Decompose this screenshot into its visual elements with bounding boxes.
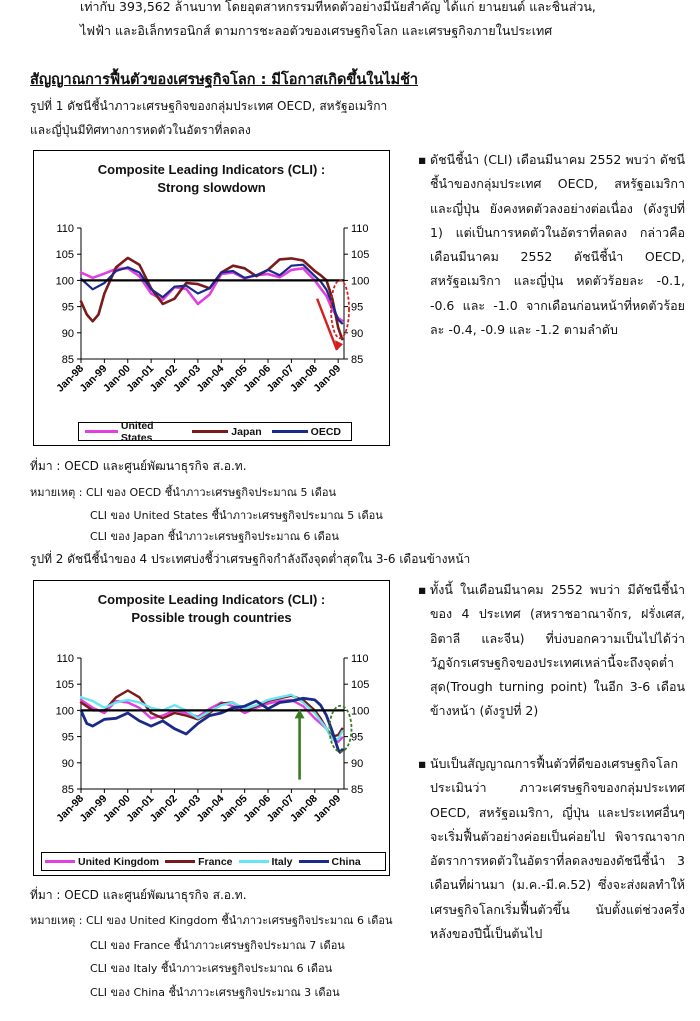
figure1-note-1: หมายเหตุ : CLI ของ OECD ชี้นำภาวะเศรษฐกิจประมาณ 5 เดือน <box>30 486 336 499</box>
y-tick-label-right: 85 <box>351 354 364 366</box>
x-tick-label: Jan-99 <box>77 362 110 395</box>
figure2-bullet-2-text: นับเป็นสัญญาณการฟื้นตัวที่ดีของเศรษฐกิจโลก ประเมินว่า ภาวะเศรษฐกิจของกลุ่มประเทศ OECD, สหรัฐอเมริกา, ญี่ปุ่น และประเทศอื่นๆ จะเริ่มฟื้นตัวอย่างค่อยเป็นค่อยไป พิจารณาจากอัตราการหดตัวในอัตราที่ลดลงของดัชนีชี้นำ 3 เดือนที่ผ่านมา (ม.ค.-มี.ค.52) ซึ่งจะส่งผลทำให้เศรษฐกิจโลกเริ่มฟื้นตัวขึ้น นับตั้งแต่ช่วงครึ่งหลังของปีนี้เป็นต้นไป <box>430 756 685 942</box>
series-line-0 <box>81 700 342 742</box>
x-tick-label: Jan-09 <box>311 362 344 395</box>
chart-2-plot <box>34 581 389 875</box>
y-tick-label-right: 110 <box>351 223 369 235</box>
y-tick-label-left: 110 <box>56 223 74 235</box>
legend-item-japan <box>192 426 261 438</box>
x-tick-label: Jan-98 <box>54 362 87 395</box>
legend-item-oecd <box>272 426 341 438</box>
legend-label-france: France <box>198 855 233 868</box>
series-line-2 <box>81 265 342 324</box>
legend-swatch-uk <box>45 860 75 863</box>
chart-1-legend <box>78 419 352 444</box>
figure2-bullet-1 <box>418 578 685 724</box>
x-tick-label: Jan-04 <box>194 362 227 395</box>
figure1-bullet-text: ดัชนีชี้นำ (CLI) เดือนมีนาคม 2552 พบว่า ดัชนีชี้นำของกลุ่มประเทศ OECD, สหรัฐอเมริกา และญี่ปุ่น ยังคงหดตัวลงอย่างต่อเนื่อง (ดังรูปที่ 1) แต่เป็นการหดตัวในอัตราที่ลดลง กล่าวคือ เดือนมีนาคม 2552 ดัชนีชี้นำ OECD, สหรัฐอเมริกา และญี่ปุ่น หดตัวร้อยละ -0.1, -0.6 และ -1.0 จากเดือนก่อนหน้าที่หดตัวร้อยละ -0.4, -0.9 และ -1.2 ตามลำดับ <box>430 152 685 338</box>
figure1-caption-line1: รูปที่ 1 ดัชนีชี้นำภาวะเศรษฐกิจของกลุ่มประเทศ OECD, สหรัฐอเมริกา <box>30 99 388 113</box>
legend-swatch-italy <box>239 860 269 863</box>
legend-label-oecd: OECD <box>310 425 341 438</box>
x-tick-label: Jan-03 <box>170 362 204 395</box>
y-tick-label-left: 85 <box>61 784 74 796</box>
y-tick-label-right: 100 <box>351 705 370 718</box>
figure1-note-3: CLI ของ Japan ชี้นำภาวะเศรษฐกิจประมาณ 6 เดือน <box>90 530 339 543</box>
figure2-note-3: CLI ของ Italy ชี้นำภาวะเศรษฐกิจประมาณ 6 เดือน <box>90 962 333 975</box>
legend-item-uk <box>45 856 159 868</box>
legend-swatch-china <box>299 860 329 863</box>
figure2-note-1: หมายเหตุ : CLI ของ United Kingdom ชี้นำภาวะเศรษฐกิจประมาณ 6 เดือน <box>30 914 393 927</box>
y-tick-label-left: 85 <box>61 354 74 366</box>
legend-swatch-us <box>85 430 118 433</box>
figure1-note-2: CLI ของ United States ชี้นำภาวะเศรษฐกิจประมาณ 5 เดือน <box>90 509 383 522</box>
figure2-bullet-1-text: ทั้งนี้ ในเดือนมีนาคม 2552 พบว่า มีดัชนีชี้นำของ 4 ประเทศ (สหราชอาณาจักร, ฝรั่งเศส, อิตาลี และจีน) ที่บ่งบอกความเป็นไปได้ว่าวัฏจักรเศรษฐกิจของประเทศเหล่านี้จะถึงจุดต่ำสุด(Trough turning point) ในอีก 3-6 เดือนข้างหน้า (ดังรูปที่ 2) <box>430 582 685 719</box>
y-tick-label-right: 90 <box>351 757 364 770</box>
y-tick-label-right: 100 <box>351 275 370 288</box>
figure1-caption-line2: และญี่ปุ่นมีทิศทางการหดตัวในอัตราที่ลดลง <box>30 123 251 137</box>
x-tick-label: Jan-08 <box>287 362 320 395</box>
figure2-source: ที่มา : OECD และศูนย์พัฒนาธุรกิจ ส.อ.ท. <box>30 888 247 902</box>
intro-line-1: เท่ากับ 393,562 ล้านบาท โดยอุตสาหกรรมที่หดตัวอย่างมีนัยสำคัญ ได้แก่ ยานยนต์ และชิ้นส่วน, <box>80 0 596 14</box>
x-tick-label: Jan-03 <box>170 792 204 825</box>
chart-1-title: Composite Leading Indicators (CLI) : <box>97 162 326 177</box>
y-tick-label-left: 90 <box>61 327 74 340</box>
legend-item-us <box>85 420 182 444</box>
x-tick-label: Jan-00 <box>100 362 133 395</box>
figure2-note-2: CLI ของ France ชี้นำภาวะเศรษฐกิจประมาณ 7 เดือน <box>90 939 345 952</box>
x-tick-label: Jan-01 <box>124 792 157 825</box>
y-tick-label-left: 100 <box>55 705 74 718</box>
chart-1-frame <box>33 150 390 446</box>
legend-label-japan: Japan <box>231 425 262 438</box>
figure2-note-4: CLI ของ China ชี้นำภาวะเศรษฐกิจประมาณ 3 เดือน <box>90 986 340 999</box>
x-tick-label: Jan-05 <box>217 792 250 825</box>
x-tick-label: Jan-09 <box>311 792 344 825</box>
y-tick-label-left: 90 <box>61 757 74 770</box>
y-tick-label-left: 95 <box>61 301 74 314</box>
x-tick-label: Jan-99 <box>77 792 110 825</box>
y-tick-label-right: 85 <box>351 784 364 796</box>
legend-swatch-france <box>165 860 195 863</box>
legend-label-us: United States <box>120 419 154 444</box>
x-tick-label: Jan-08 <box>287 792 320 825</box>
bullet-square-icon: ▪ <box>418 756 427 771</box>
x-tick-label: Jan-00 <box>100 792 133 825</box>
legend-item-china <box>299 856 361 868</box>
legend-label-italy: Italy <box>271 855 293 868</box>
chart-2-legend <box>41 852 386 871</box>
y-tick-label-right: 105 <box>351 249 370 262</box>
figure1-bullet <box>418 148 685 342</box>
bullet-square-icon: ▪ <box>418 582 427 597</box>
x-tick-label: Jan-06 <box>241 362 274 395</box>
y-tick-label-right: 95 <box>351 731 364 744</box>
y-tick-label-right: 95 <box>351 301 364 314</box>
chart-2-title: Composite Leading Indicators (CLI) : <box>97 592 326 607</box>
section-heading: สัญญาณการฟื้นตัวของเศรษฐกิจโลก : มีโอกาสเกิดขึ้นในไม่ช้า <box>30 72 419 88</box>
y-tick-label-left: 100 <box>55 275 74 288</box>
chart-2-subtitle: Possible trough countries <box>131 610 292 625</box>
figure2-bullet-2 <box>418 752 685 946</box>
figure2-caption: รูปที่ 2 ดัชนีชี้นำของ 4 ประเทศบ่งชี้ว่าเศรษฐกิจกำลังถึงจุดต่ำสุดใน 3-6 เดือนข้างหน้า <box>30 552 471 566</box>
x-tick-label: Jan-07 <box>264 362 297 395</box>
legend-item-france <box>165 856 232 868</box>
x-tick-label: Jan-06 <box>241 792 274 825</box>
y-tick-label-left: 105 <box>55 679 74 692</box>
legend-item-italy <box>239 856 293 868</box>
bullet-square-icon: ▪ <box>418 152 427 167</box>
x-tick-label: Jan-02 <box>147 792 180 825</box>
y-tick-label-left: 110 <box>56 653 74 665</box>
y-tick-label-right: 110 <box>351 653 369 665</box>
x-tick-label: Jan-98 <box>54 792 87 825</box>
legend-swatch-japan <box>192 430 228 433</box>
chart-2-frame <box>33 580 390 876</box>
chart-1-plot <box>34 151 389 445</box>
x-tick-label: Jan-05 <box>217 362 250 395</box>
y-tick-label-right: 105 <box>351 679 370 692</box>
series-line-0 <box>81 268 342 320</box>
x-tick-label: Jan-07 <box>264 792 297 825</box>
legend-label-uk: United Kingdom <box>78 855 160 868</box>
x-tick-label: Jan-02 <box>147 362 180 395</box>
legend-label-china: China <box>331 855 361 868</box>
legend-swatch-oecd <box>272 430 308 433</box>
y-tick-label-right: 90 <box>351 327 364 340</box>
y-tick-label-left: 105 <box>55 249 74 262</box>
x-tick-label: Jan-01 <box>124 362 157 395</box>
chart-1-subtitle: Strong slowdown <box>157 180 266 195</box>
intro-line-2: ไฟฟ้า และอิเล็กทรอนิกส์ ตามการชะลอตัวของเศรษฐกิจโลก และเศรษฐกิจภายในประเทศ <box>80 23 553 38</box>
x-tick-label: Jan-04 <box>194 792 227 825</box>
y-tick-label-left: 95 <box>61 731 74 744</box>
figure1-source: ที่มา : OECD และศูนย์พัฒนาธุรกิจ ส.อ.ท. <box>30 459 247 473</box>
